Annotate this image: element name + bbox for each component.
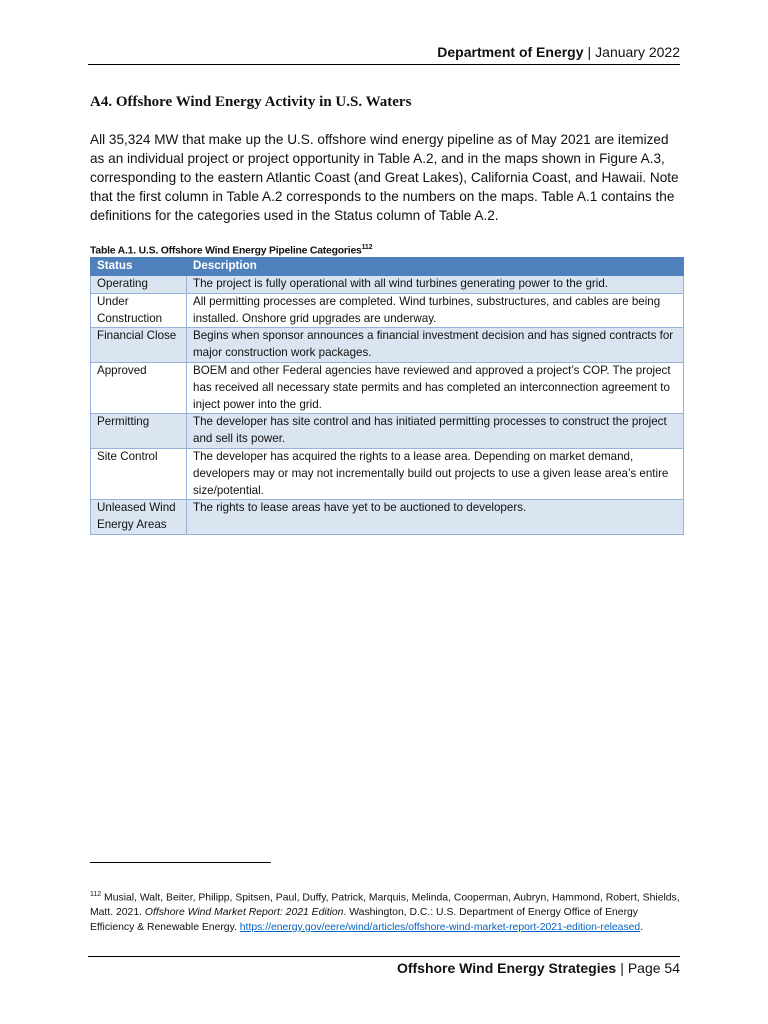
page-header [88, 44, 680, 65]
table-header-row [91, 258, 684, 276]
header-organization: Department of Energy [437, 44, 584, 60]
table-cell-status: Operating [91, 276, 187, 294]
table-caption [90, 244, 372, 256]
footnote-report-title: Offshore Wind Market Report: 2021 Edition [144, 907, 344, 919]
section-paragraph: All 35,324 MW that make up the U.S. offshore wind energy pipeline as of May 2021 are itemized as an individual project or project opportunity in Table A.2, and in the maps shown in Figure A.3, corresponding to the eastern Atlantic Coast (and Great Lakes), California Coast, and Hawaii. Note that the first column in Table A.2 corresponds to the numbers on the maps. Table A.1 contains the definitions for the categories used in the Status column of Table A.2. [90, 132, 679, 223]
table-cell-description: Begins when sponsor announces a financial investment decision and has signed contracts for major construction work packages. [187, 328, 684, 363]
table-cell-status: Permitting [91, 414, 187, 449]
table-cell-status: Site Control [91, 448, 187, 499]
footer-page-number: Page 54 [627, 960, 680, 976]
footnote-separator [90, 862, 271, 863]
table-cell-description: BOEM and other Federal agencies have reviewed and approved a project’s COP. The project has received all necessary state permits and has completed an interconnection agreement to inject power into the grid. [187, 362, 684, 413]
header-separator: | [587, 44, 592, 60]
footnote [90, 888, 682, 936]
footnote-link[interactable]: https://energy.gov/eere/wind/articles/offshore-wind-market-report-2021-edition-released [239, 922, 641, 934]
table-cell-status: Under Construction [91, 293, 187, 328]
table-row [91, 362, 684, 413]
table-cell-status: Financial Close [91, 328, 187, 363]
table-row [91, 276, 684, 294]
section-title: A4. Offshore Wind Energy Activity in U.S. Waters [90, 94, 412, 110]
table-cell-description: The developer has acquired the rights to a lease area. Depending on market demand, developers may or may not incrementally build out projects to use a given lease area’s entire size/potential. [187, 448, 684, 499]
table-row [91, 328, 684, 363]
footer-separator: | [620, 960, 624, 976]
table-caption-footnote-ref[interactable]: 112 [361, 244, 373, 251]
table-cell-description: The project is fully operational with all wind turbines generating power to the grid. [187, 276, 684, 294]
footnote-text-after: . Washington, D.C.: U.S. Department of Energy Office of Energy Efficiency & Renewable Energy. [90, 907, 638, 934]
table-row [91, 293, 684, 328]
table-row [91, 448, 684, 499]
footnote-text-before: Musial, Walt, Beiter, Philipp, Spitsen, Paul, Duffy, Patrick, Marquis, Melinda, Cooperman, Aubryn, Hammond, Robert, Shields, Matt. 2021. [90, 892, 680, 919]
table-cell-status: Approved [91, 362, 187, 413]
table-row [91, 414, 684, 449]
table-cell-description: The developer has site control and has initiated permitting processes to construct the project and sell its power. [187, 414, 684, 449]
page-footer [88, 956, 680, 976]
table-cell-description: All permitting processes are completed. Wind turbines, substructures, and cables are being installed. Onshore grid upgrades are underway. [187, 293, 684, 328]
table-caption-text: Table A.1. U.S. Offshore Wind Energy Pipeline Categories [90, 245, 362, 257]
footer-document-title: Offshore Wind Energy Strategies [396, 960, 617, 976]
table-header-description: Description [187, 258, 684, 276]
table-row [91, 500, 684, 535]
footnote-number: 112 [90, 891, 102, 898]
pipeline-categories-table [90, 257, 684, 535]
footnote-end: . [640, 922, 644, 934]
table-cell-status: Unleased Wind Energy Areas [91, 500, 187, 535]
table-header-status: Status [91, 258, 187, 276]
header-date: January 2022 [595, 44, 680, 60]
table-cell-description: The rights to lease areas have yet to be auctioned to developers. [187, 500, 684, 535]
